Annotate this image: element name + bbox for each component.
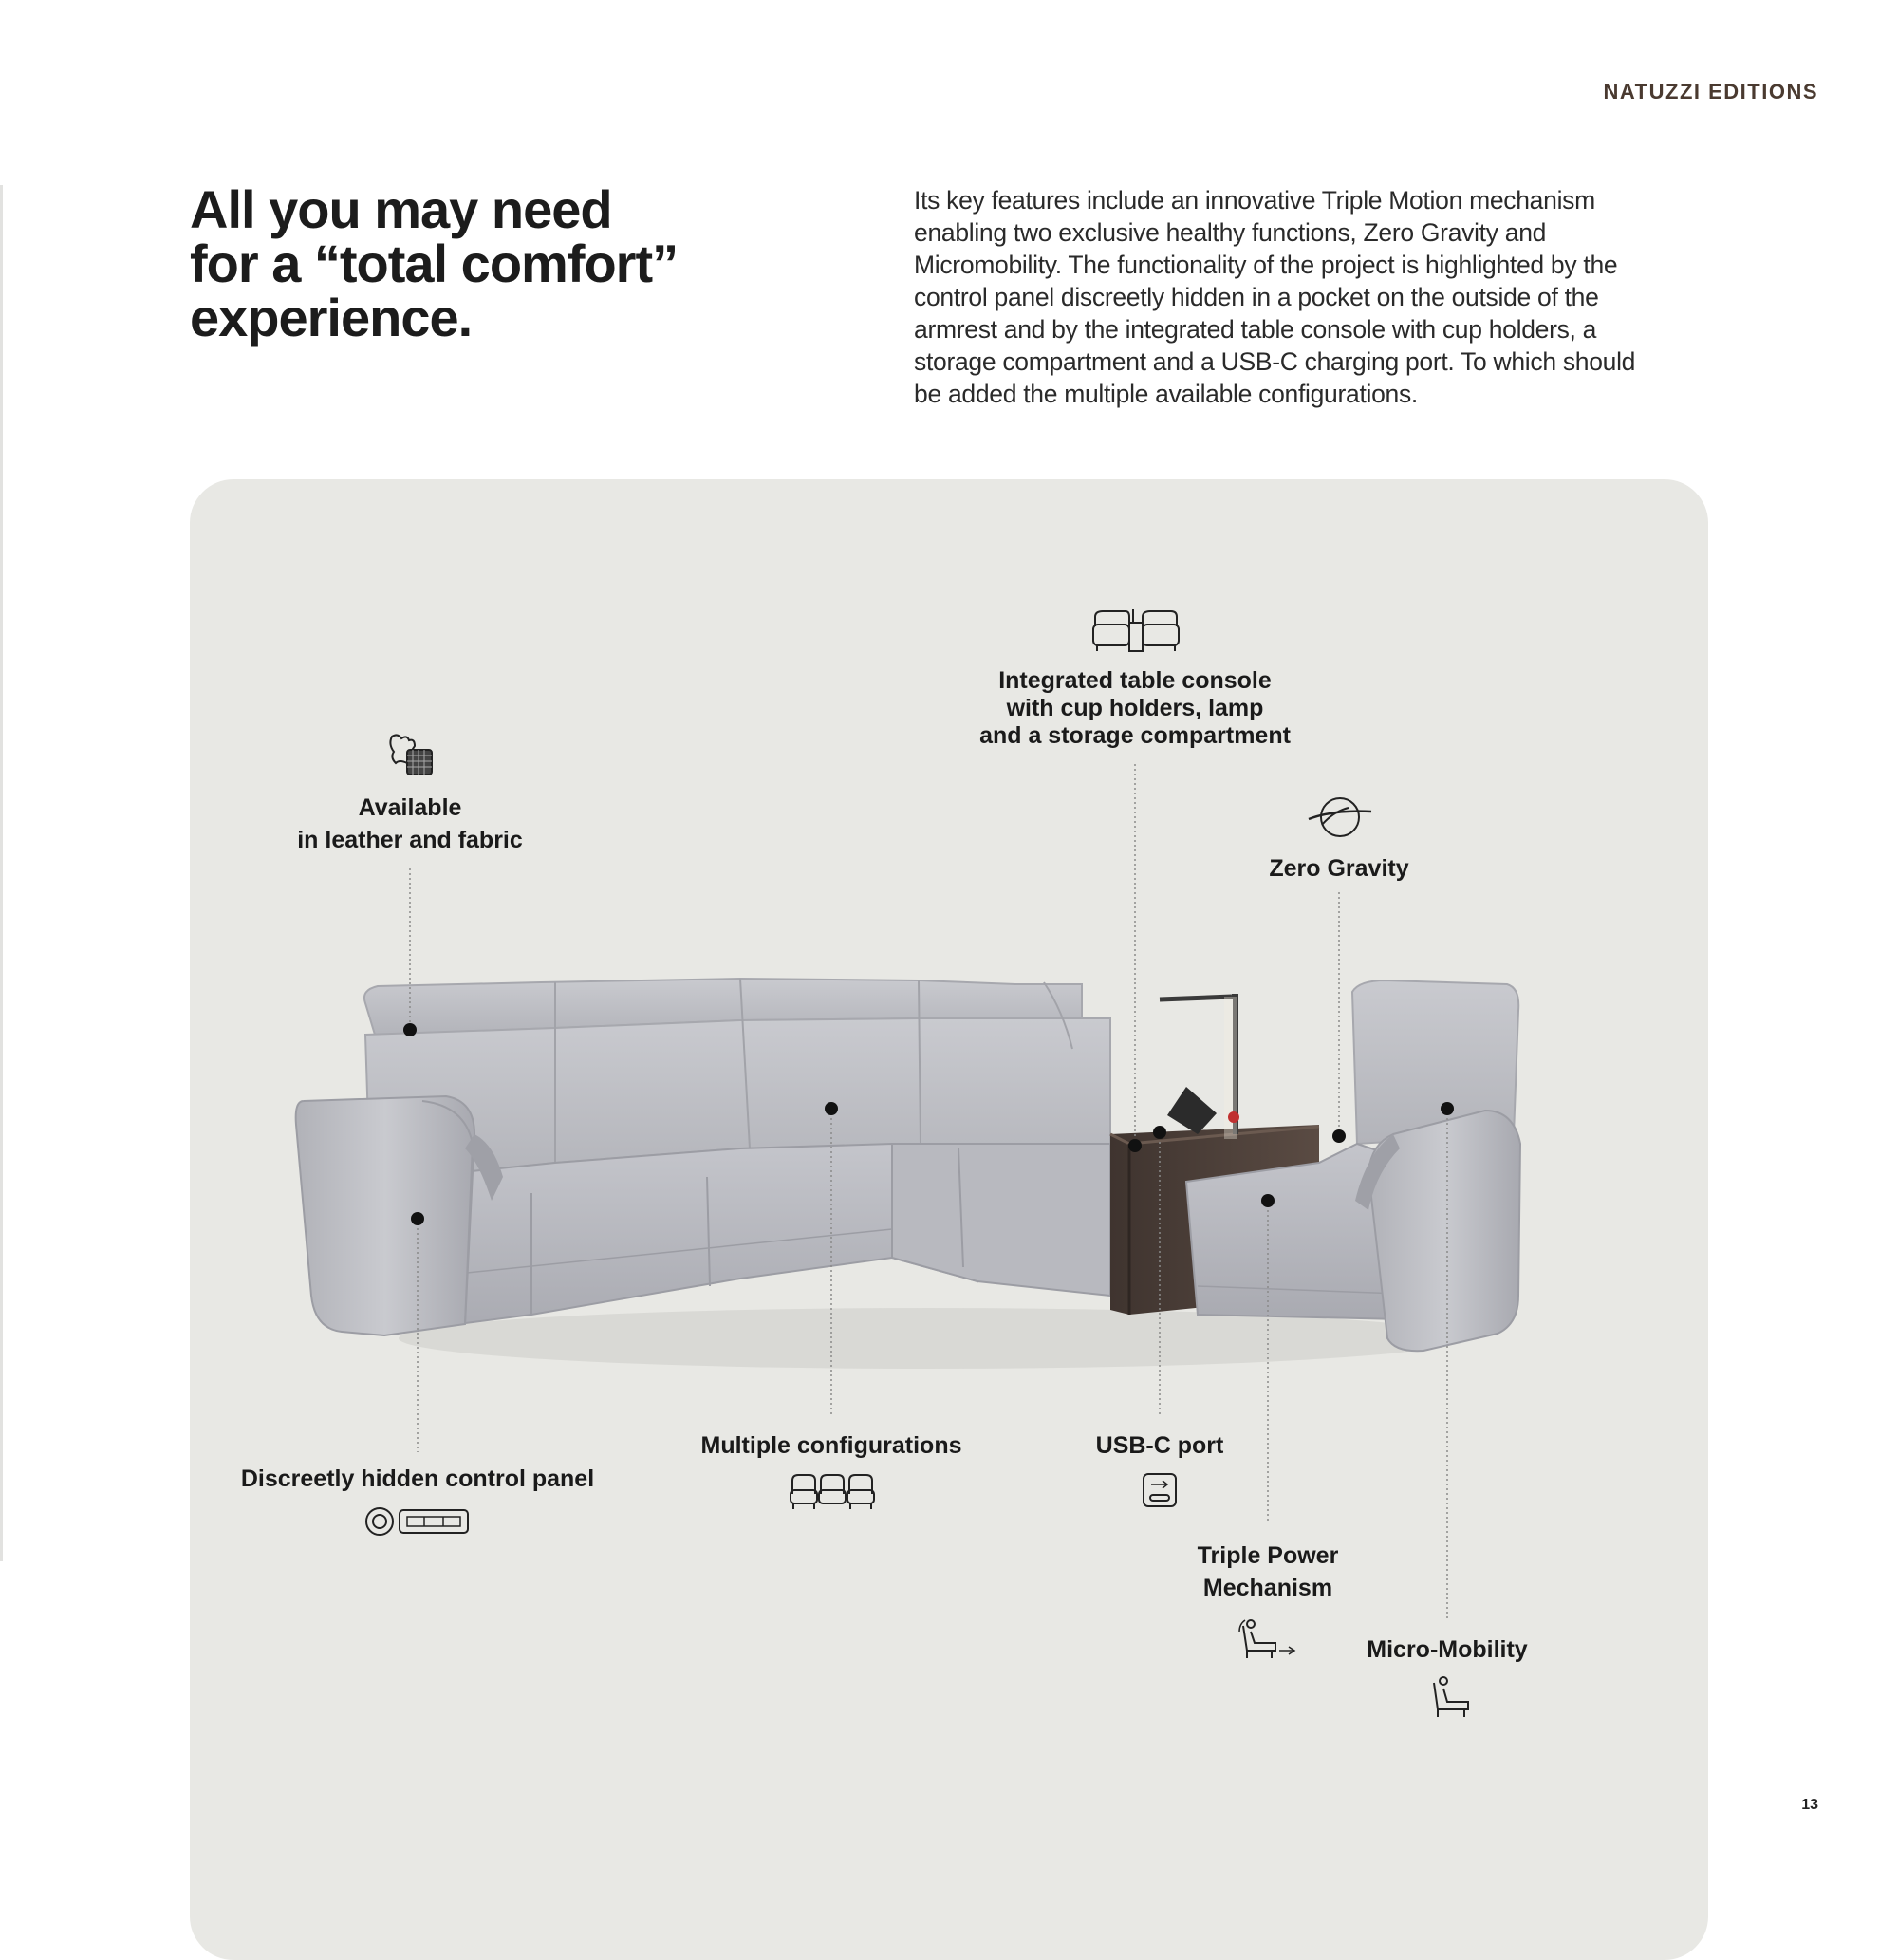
feature-label-control-panel: Discreetly hidden control panel bbox=[240, 1465, 595, 1492]
recliner-motion-icon bbox=[1237, 1618, 1300, 1664]
brand-name: NATUZZI EDITIONS bbox=[1603, 80, 1818, 103]
seat-configurations-icon bbox=[789, 1473, 876, 1511]
feature-panel bbox=[190, 479, 1708, 1960]
sofa-console-icon bbox=[1091, 607, 1181, 657]
intro-paragraph: Its key features include an innovative Triple Motion mechanism enabling two exclusive healthy functions, Zero Gravity and Micromobility. The functionality of the project is highlighted by the control panel discreetly hidden in a pocket on the outside of the armrest and by the integrated table console with cup holders, a storage compartment and a USB-C charging port. To which should be added the multiple available configurations. bbox=[914, 186, 1636, 408]
feature-label-triple-power: Triple Power Mechanism bbox=[1197, 1542, 1339, 1601]
page-number: 13 bbox=[1801, 1797, 1818, 1813]
page-headline: All you may need for a “total comfort” experience. bbox=[190, 179, 679, 347]
feature-label-micro-mobility: Micro-Mobility bbox=[1367, 1636, 1528, 1663]
recliner-icon bbox=[1428, 1675, 1474, 1721]
control-panel-icon bbox=[363, 1504, 472, 1539]
feature-label-zero-gravity: Zero Gravity bbox=[1269, 855, 1409, 882]
usb-port-icon bbox=[1142, 1472, 1178, 1508]
leather-fabric-icon bbox=[386, 731, 436, 780]
feature-label-table-console: Integrated table console with cup holders, lamp and a storage compartment bbox=[979, 667, 1291, 749]
feature-label-configurations: Multiple configurations bbox=[700, 1432, 962, 1459]
feature-label-usb-port: USB-C port bbox=[1095, 1432, 1224, 1459]
feature-label-leather-fabric: Available in leather and fabric bbox=[297, 794, 523, 853]
zero-gravity-icon bbox=[1305, 793, 1375, 842]
page-edge-rule bbox=[0, 185, 3, 1561]
